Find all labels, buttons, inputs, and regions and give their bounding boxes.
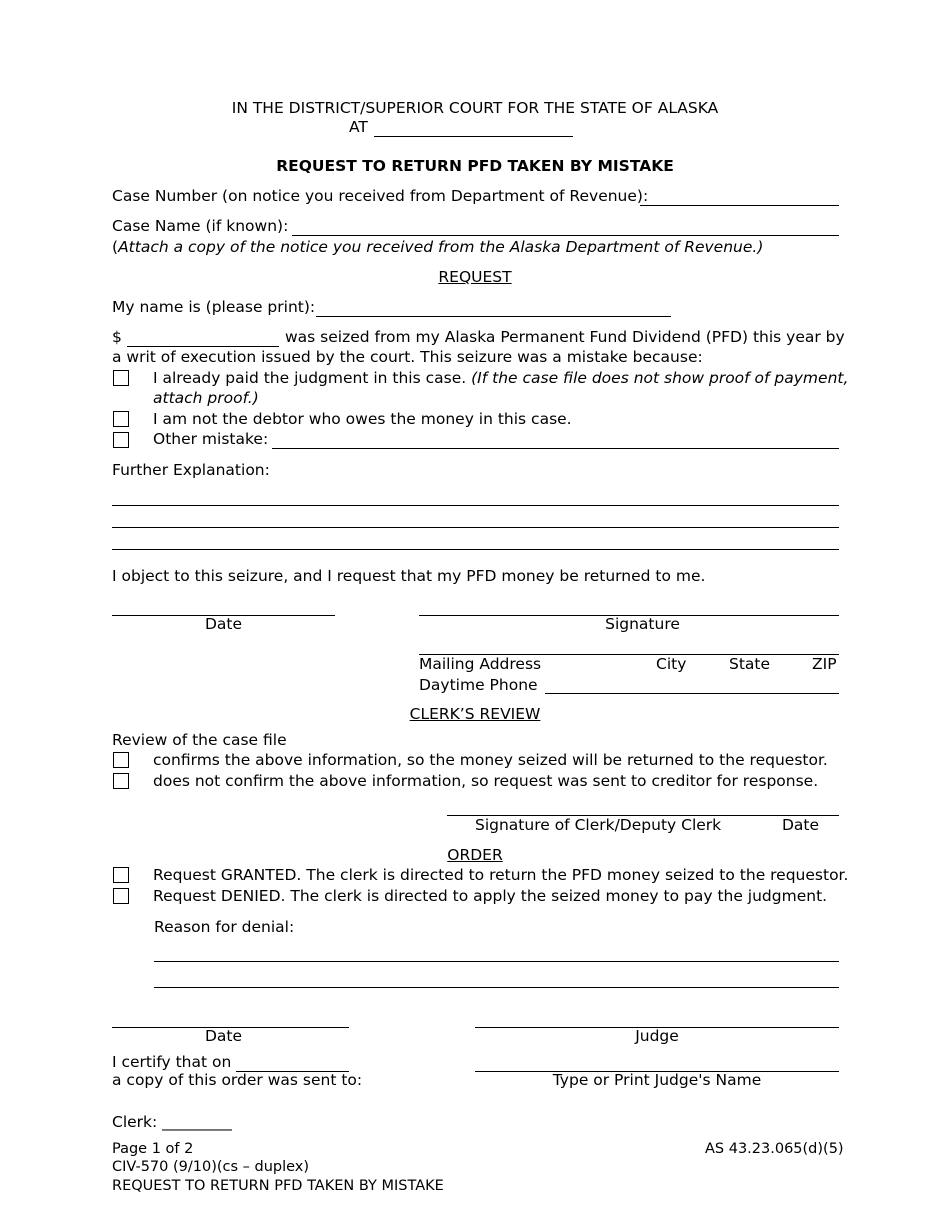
order-date-label: Date <box>204 1027 243 1045</box>
form-title: REQUEST TO RETURN PFD TAKEN BY MISTAKE <box>276 157 674 175</box>
clerk-initials-label: Clerk: _________ <box>112 1113 232 1131</box>
city-label: City <box>656 655 687 673</box>
not-debtor-checkbox[interactable] <box>113 411 129 427</box>
requestor-signature-label: Signature <box>605 615 680 633</box>
form-id: CIV-570 (9/10)(cs – duplex) <box>112 1159 310 1175</box>
confirms-checkbox[interactable] <box>113 752 129 768</box>
at-location-field[interactable] <box>374 136 573 137</box>
dollar-sign: $ <box>112 328 122 346</box>
clerk-date-label: Date <box>782 816 820 834</box>
request-date-label: Date <box>204 615 243 633</box>
name-label: My name is (please print): <box>112 298 316 316</box>
daytime-phone-field[interactable] <box>545 693 839 694</box>
seized-text-1: was seized from my Alaska Permanent Fund Dividend (PFD) this year by <box>285 328 845 346</box>
at-label: AT <box>349 118 368 136</box>
reason-label: Reason for denial: <box>154 918 295 936</box>
denied-text: Request DENIED. The clerk is directed to apply the seized money to pay the judgment. <box>153 887 828 905</box>
granted-checkbox[interactable] <box>113 867 129 883</box>
other-mistake-field[interactable] <box>272 448 839 449</box>
granted-text: Request GRANTED. The clerk is directed to return the PFD money seized to the requestor. <box>153 866 849 884</box>
denied-checkbox[interactable] <box>113 888 129 904</box>
further-explanation-label: Further Explanation: <box>112 461 270 479</box>
explanation-line-1[interactable] <box>112 505 839 506</box>
case-number-field[interactable] <box>640 205 839 206</box>
judge-label: Judge <box>635 1027 679 1045</box>
name-field[interactable] <box>316 316 671 317</box>
mailing-address-label: Mailing Address <box>419 655 542 673</box>
seized-text-2: a writ of execution issued by the court. This seizure was a mistake because: <box>112 348 703 366</box>
request-heading: REQUEST <box>438 268 512 286</box>
zip-label: ZIP <box>812 655 837 673</box>
reason-line-2[interactable] <box>154 987 839 988</box>
explanation-line-3[interactable] <box>112 549 839 550</box>
daytime-phone-label: Daytime Phone <box>419 676 538 694</box>
court-heading: IN THE DISTRICT/SUPERIOR COURT FOR THE STATE OF ALASKA <box>231 99 719 117</box>
explanation-line-2[interactable] <box>112 527 839 528</box>
clerk-review-heading: CLERK’S REVIEW <box>409 705 541 723</box>
page-number: Page 1 of 2 <box>112 1141 194 1157</box>
not-confirm-checkbox[interactable] <box>113 773 129 789</box>
already-paid-note: attach proof.) <box>153 389 259 407</box>
state-label: State <box>729 655 771 673</box>
judge-name-label: Type or Print Judge's Name <box>552 1071 762 1089</box>
case-name-label: Case Name (if known): <box>112 217 289 235</box>
confirms-text: confirms the above information, so the money seized will be returned to the requestor. <box>153 751 828 769</box>
object-statement: I object to this seizure, and I request that my PFD money be returned to me. <box>112 567 706 585</box>
not-confirm-text: does not confirm the above information, so request was sent to creditor for response. <box>153 772 819 790</box>
other-mistake-checkbox[interactable] <box>113 432 129 448</box>
reason-line-1[interactable] <box>154 961 839 962</box>
not-debtor-text: I am not the debtor who owes the money in this case. <box>153 410 572 428</box>
copy-sent-label: a copy of this order was sent to: <box>112 1071 363 1089</box>
already-paid-text: I already paid the judgment in this case. (If the case file does not show proof of payment, <box>153 369 849 387</box>
already-paid-checkbox[interactable] <box>113 370 129 386</box>
case-name-field[interactable] <box>292 235 839 236</box>
attach-note: (Attach a copy of the notice you received from the Alaska Department of Revenue.) <box>112 238 764 256</box>
other-mistake-label: Other mistake: <box>153 430 269 448</box>
clerk-signature-label: Signature of Clerk/Deputy Clerk <box>475 816 722 834</box>
review-intro: Review of the case file <box>112 731 287 749</box>
amount-field[interactable] <box>127 346 279 347</box>
statute-reference: AS 43.23.065(d)(5) <box>705 1141 844 1157</box>
footer-form-title: REQUEST TO RETURN PFD TAKEN BY MISTAKE <box>112 1178 444 1194</box>
order-heading: ORDER <box>447 846 503 864</box>
certify-label: I certify that on <box>112 1053 232 1071</box>
case-number-label: Case Number (on notice you received from Department of Revenue): <box>112 187 649 205</box>
